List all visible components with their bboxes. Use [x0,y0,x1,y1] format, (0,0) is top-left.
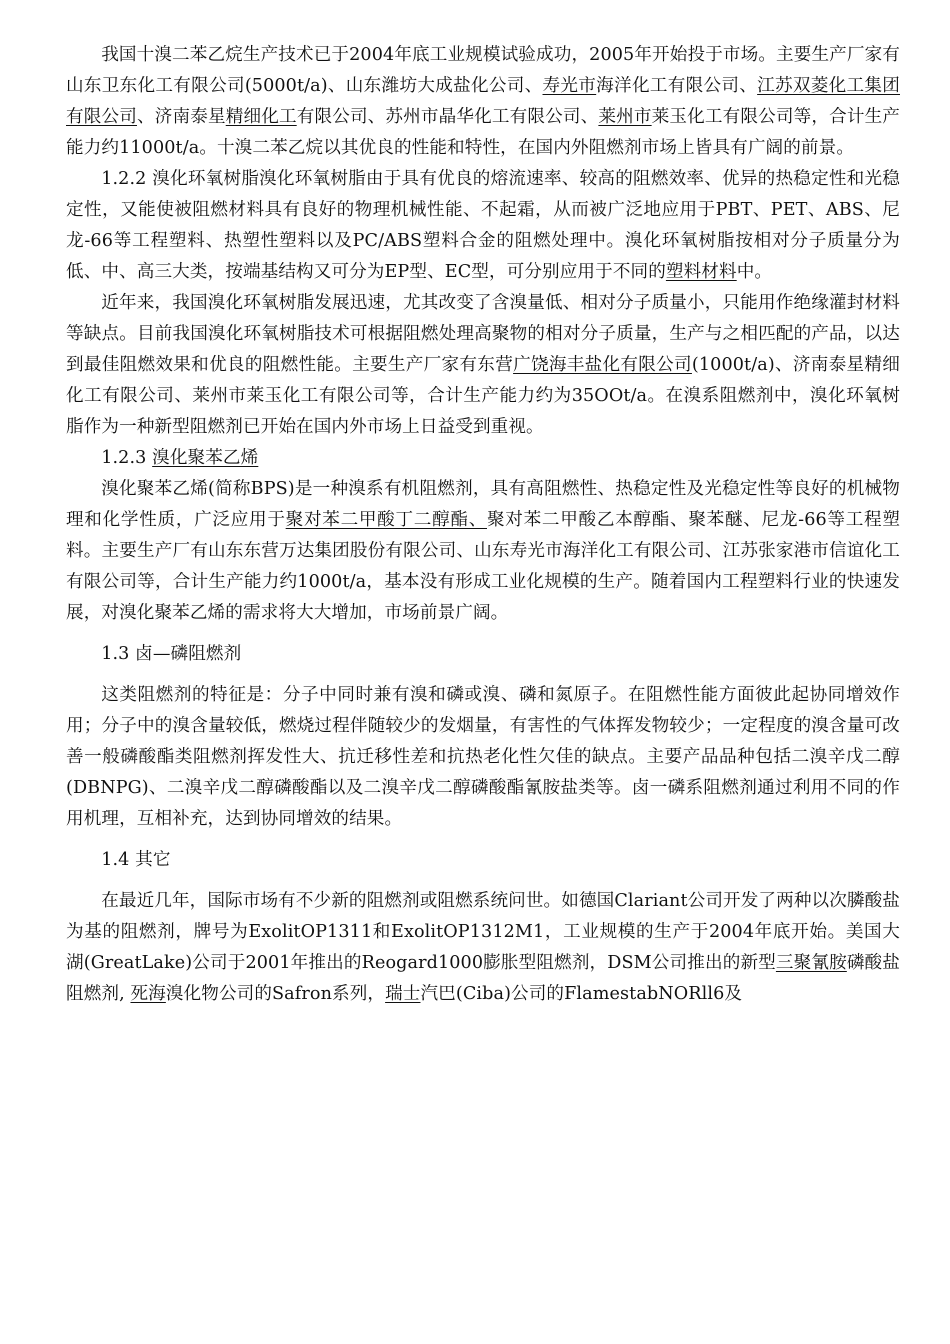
text-run: 1.4 其它 [101,850,171,870]
underlined-term: 莱州市 [598,107,652,127]
underlined-term: 精细化工 [225,107,297,127]
text-run: 汽巴(Ciba)公司的FlamestabNORll6及 [420,984,743,1004]
body-paragraph [66,40,900,164]
text-run: 聚对苯二甲酸乙本醇酯、聚苯醚、尼龙-66等工程塑料。主要生产厂有山东东营万达集团股份有限公司、山东寿光市海洋化工有限公司、江苏张家港市信谊化工有限公司等，合计生产能力约1000t/a，基本没有形成工业化规模的生产。随着国内工程塑料行业的快速发展，对溴化聚苯乙烯的需求将大大增加，市场前景广阔。 [66,510,901,623]
underlined-term: 寿光市 [542,76,597,96]
text-run: 1.3 卤—磷阻燃剂 [101,644,242,664]
text-run: 磷酸盐阻燃剂, [66,953,900,1004]
text-run: 1.2.2 溴化环氧树脂溴化环氧树脂由于具有优良的熔流速率、较高的阻燃效率、优异的热稳定性和光稳定性，又能使被阻燃材料具有良好的物理机械性能、不起霜，从而被广泛地应用于PBT、PET、ABS、尼龙-66等工程塑料、热塑性塑料以及PC/ABS塑料合金的阻燃处理中。溴化环氧树脂按相对分子质量分为低、中、高三大类，按端基结构又可分为EP型、EC型，可分别应用于不同的 [66,169,900,282]
underlined-term: 塑料材料 [665,262,737,282]
body-paragraph [66,288,900,443]
section-heading [66,845,900,876]
underlined-term: 广饶海丰盐化有限公司 [513,355,692,375]
text-run: 1.2.3 [101,448,153,468]
document-body [66,40,900,1010]
underlined-term: 瑞士 [385,984,421,1004]
text-run: 这类阻燃剂的特征是：分子中同时兼有溴和磷或溴、磷和氮原子。在阻燃性能方面彼此起协同增效作用；分子中的溴含量较低，燃烧过程伴随较少的发烟量，有害性的气体挥发物较少；一定程度的溴含量可改善一般磷酸酯类阻燃剂挥发性大、抗迁移性差和抗热老化性欠佳的缺点。主要产品品种包括二溴辛戊二醇(DBNPG)、二溴辛戊二醇磷酸酯以及二溴辛戊二醇磷酸酯氰胺盐类等。卤一磷系阻燃剂通过利用不同的作用机理，互相补充，达到协同增效的结果。 [66,685,900,829]
text-run: 溴化物公司的Safron系列， [165,984,386,1004]
text-run: 有限公司、苏州市晶华化工有限公司、 [296,107,599,127]
text-run: 在最近几年，国际市场有不少新的阻燃剂或阻燃系统问世。如德国Clariant公司开发了两种以次膦酸盐为基的阻燃剂，牌号为ExolitOP1311和ExolitOP1312M1，工业规模的生产于2004年底开始。美国大湖(GreatLake)公司于2001年推出的Reogard1000膨胀型阻燃剂，DSM公司推出的新型 [66,891,900,973]
body-paragraph [66,164,900,288]
text-run: (1000t/a)、济南泰星精细化工有限公司、莱州市莱玉化工有限公司等，合计生产能力约为35OOt/a。在溴系阻燃剂中，溴化环氧树脂作为一种新型阻燃剂已开始在国内外市场上日益受到重视。 [66,355,900,437]
underlined-term: 三聚氰胺 [775,953,847,973]
underlined-term: 江苏双菱化工集团有限公司 [66,76,900,127]
underlined-term: 聚对苯二甲酸丁二醇酯、 [285,510,487,530]
text-run: 中。 [736,262,773,282]
section-heading [66,443,900,474]
document-page [66,40,900,1010]
text-run: 莱玉化工有限公司等，合计生产能力约11000t/a。十溴二苯乙烷以其优良的性能和特性，在国内外阻燃剂市场上皆具有广阔的前景。 [66,107,901,158]
body-paragraph [66,474,900,629]
underlined-term: 死海 [130,984,166,1004]
underlined-term: 溴化聚苯乙烯 [152,448,259,468]
body-paragraph [66,886,900,1010]
text-run: 我国十溴二苯乙烷生产技术已于2004年底工业规模试验成功，2005年开始投于市场。主要生产厂家有山东卫东化工有限公司(5000t/a)、山东潍坊大成盐化公司、 [66,45,900,96]
body-paragraph [66,680,900,835]
section-heading [66,639,900,670]
text-run: 近年来，我国溴化环氧树脂发展迅速，尤其改变了含溴量低、相对分子质量小，只能用作绝缘灌封材料等缺点。目前我国溴化环氧树脂技术可根据阻燃处理高聚物的相对分子质量，生产与之相匹配的产品，以达到最佳阻燃效果和优良的阻燃性能。主要生产厂家有东营 [66,293,900,375]
text-run: 溴化聚苯乙烯(简称BPS)是一种溴系有机阻燃剂，具有高阻燃性、热稳定性及光稳定性等良好的机械物理和化学性质，广泛应用于 [66,479,900,530]
text-run: 海洋化工有限公司、 [596,76,758,96]
text-run: 、济南泰星 [136,107,226,127]
